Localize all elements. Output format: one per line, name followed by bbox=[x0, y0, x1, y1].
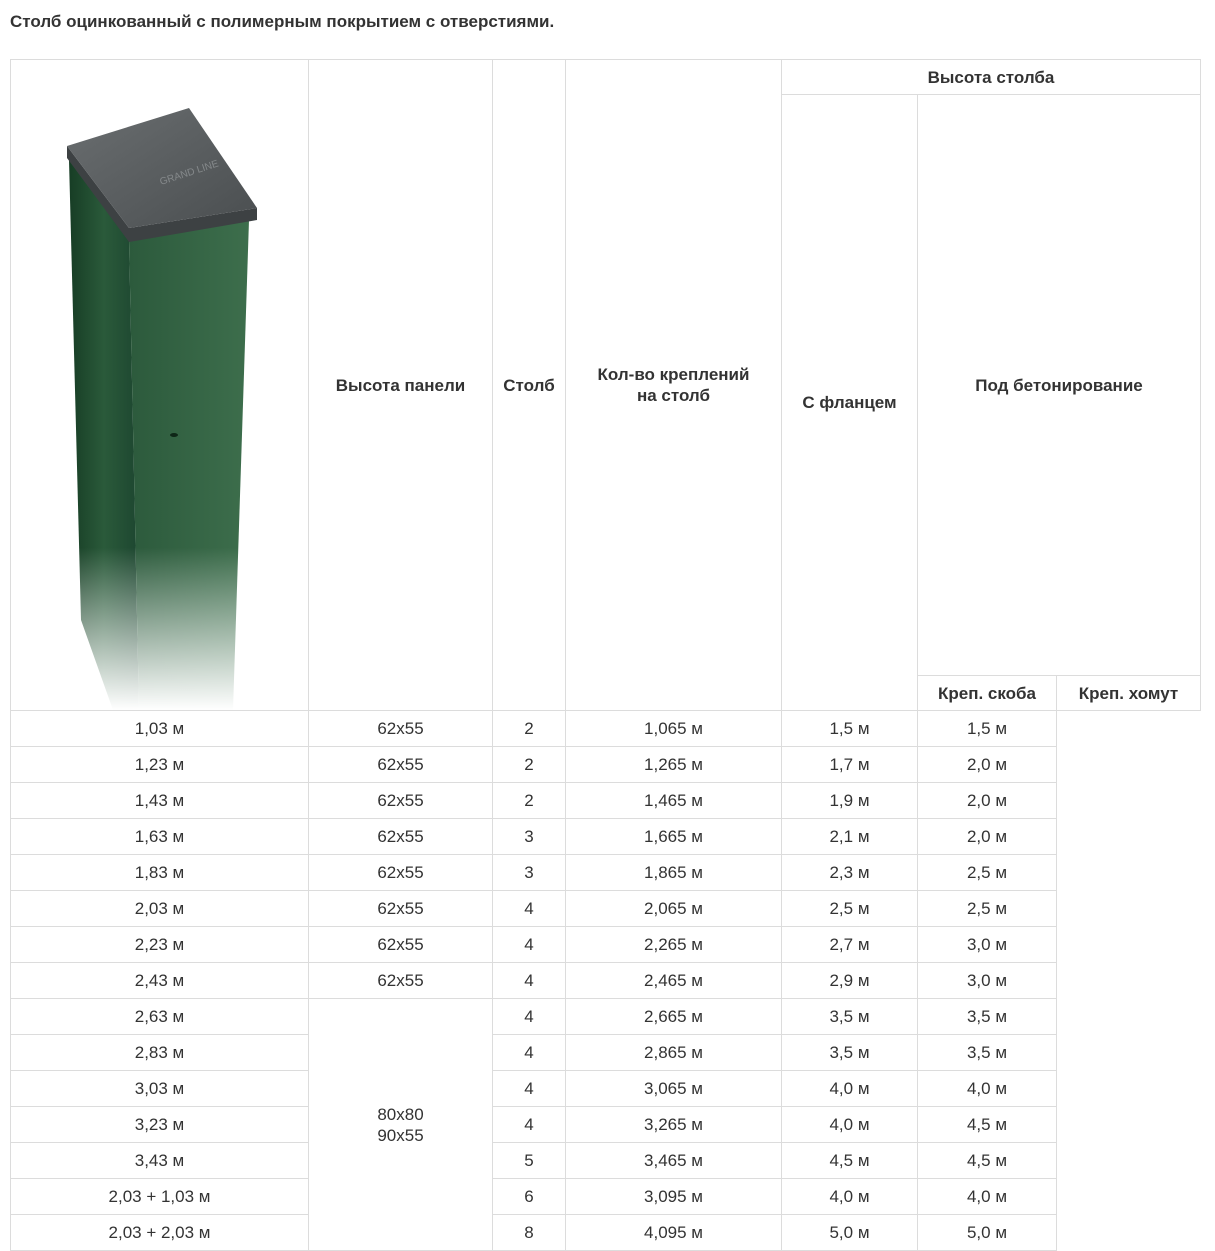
post-size-line-2: 90х55 bbox=[377, 1125, 424, 1145]
header-clamp: Креп. хомут bbox=[1057, 676, 1201, 711]
product-image-cell bbox=[11, 60, 309, 711]
cell-clamp: 2,0 м bbox=[918, 819, 1057, 855]
table-row bbox=[11, 1215, 1201, 1251]
table-row bbox=[11, 1071, 1201, 1107]
cell-with-flange: 2,865 м bbox=[566, 1035, 782, 1071]
cell-post: 62х55 bbox=[309, 711, 493, 747]
table-row bbox=[11, 1107, 1201, 1143]
cell-panel-height: 1,03 м bbox=[11, 711, 309, 747]
cell-post: 62х55 bbox=[309, 927, 493, 963]
cell-panel-height: 2,43 м bbox=[11, 963, 309, 999]
cell-clamp: 4,5 м bbox=[918, 1107, 1057, 1143]
cell-clamp: 4,0 м bbox=[918, 1179, 1057, 1215]
table-row bbox=[11, 999, 1201, 1035]
table-row bbox=[11, 747, 1201, 783]
cell-panel-height: 2,83 м bbox=[11, 1035, 309, 1071]
cell-panel-height: 1,83 м bbox=[11, 855, 309, 891]
cell-clamp: 4,5 м bbox=[918, 1143, 1057, 1179]
cell-clamp: 3,5 м bbox=[918, 999, 1057, 1035]
cell-with-flange: 2,065 м bbox=[566, 891, 782, 927]
table-row bbox=[11, 1035, 1201, 1071]
cell-fasteners-count: 2 bbox=[493, 783, 566, 819]
cell-panel-height: 1,23 м bbox=[11, 747, 309, 783]
cell-with-flange: 3,095 м bbox=[566, 1179, 782, 1215]
cell-clamp: 3,0 м bbox=[918, 927, 1057, 963]
cell-clamp: 2,5 м bbox=[918, 855, 1057, 891]
cell-with-flange: 1,665 м bbox=[566, 819, 782, 855]
cell-clamp: 1,5 м bbox=[918, 711, 1057, 747]
cell-fasteners-count: 8 bbox=[493, 1215, 566, 1251]
post-size-line-1: 80х80 bbox=[377, 1104, 424, 1124]
cell-post: 62х55 bbox=[309, 855, 493, 891]
table-row bbox=[11, 711, 1201, 747]
cell-with-flange: 1,865 м bbox=[566, 855, 782, 891]
page-title: Столб оцинкованный с полимерным покрытием с отверстиями. bbox=[10, 12, 555, 31]
cell-panel-height: 3,43 м bbox=[11, 1143, 309, 1179]
table-row bbox=[11, 927, 1201, 963]
cell-bracket: 2,1 м bbox=[782, 819, 918, 855]
header-bracket: Креп. скоба bbox=[918, 676, 1057, 711]
cell-fasteners-count: 4 bbox=[493, 891, 566, 927]
cell-fasteners-count: 4 bbox=[493, 999, 566, 1035]
cell-fasteners-count: 6 bbox=[493, 1179, 566, 1215]
fence-post-image bbox=[11, 60, 307, 710]
table-row bbox=[11, 819, 1201, 855]
cell-with-flange: 3,265 м bbox=[566, 1107, 782, 1143]
cell-panel-height: 1,63 м bbox=[11, 819, 309, 855]
cell-with-flange: 2,665 м bbox=[566, 999, 782, 1035]
cell-bracket: 1,9 м bbox=[782, 783, 918, 819]
cell-with-flange: 1,265 м bbox=[566, 747, 782, 783]
cell-with-flange: 1,065 м bbox=[566, 711, 782, 747]
cell-bracket: 4,0 м bbox=[782, 1179, 918, 1215]
cell-with-flange: 2,465 м bbox=[566, 963, 782, 999]
cell-with-flange: 3,065 м bbox=[566, 1071, 782, 1107]
cell-fasteners-count: 3 bbox=[493, 855, 566, 891]
cell-fasteners-count: 4 bbox=[493, 927, 566, 963]
cell-fasteners-count: 2 bbox=[493, 747, 566, 783]
cell-post: 62х55 bbox=[309, 747, 493, 783]
cell-bracket: 1,7 м bbox=[782, 747, 918, 783]
cell-bracket: 4,0 м bbox=[782, 1107, 918, 1143]
cell-panel-height: 2,03 + 2,03 м bbox=[11, 1215, 309, 1251]
header-panel-height: Высота панели bbox=[309, 60, 493, 711]
cell-bracket: 2,9 м bbox=[782, 963, 918, 999]
cell-clamp: 4,0 м bbox=[918, 1071, 1057, 1107]
cell-fasteners-count: 4 bbox=[493, 1035, 566, 1071]
cell-with-flange: 3,465 м bbox=[566, 1143, 782, 1179]
table-row bbox=[11, 1143, 1201, 1179]
cell-post: 62х55 bbox=[309, 891, 493, 927]
cell-panel-height: 2,23 м bbox=[11, 927, 309, 963]
cell-bracket: 3,5 м bbox=[782, 999, 918, 1035]
table-row bbox=[11, 891, 1201, 927]
cell-clamp: 2,0 м bbox=[918, 783, 1057, 819]
cell-clamp: 5,0 м bbox=[918, 1215, 1057, 1251]
cell-clamp: 2,0 м bbox=[918, 747, 1057, 783]
cell-fasteners-count: 4 bbox=[493, 1071, 566, 1107]
cell-panel-height: 3,23 м bbox=[11, 1107, 309, 1143]
cell-fasteners-count: 5 bbox=[493, 1143, 566, 1179]
cell-fasteners-count: 3 bbox=[493, 819, 566, 855]
cell-clamp: 2,5 м bbox=[918, 891, 1057, 927]
cell-bracket: 1,5 м bbox=[782, 711, 918, 747]
cell-post: 62х55 bbox=[309, 819, 493, 855]
cell-bracket: 3,5 м bbox=[782, 1035, 918, 1071]
cell-bracket: 5,0 м bbox=[782, 1215, 918, 1251]
cell-fasteners-count: 4 bbox=[493, 1107, 566, 1143]
cell-post: 62х55 bbox=[309, 783, 493, 819]
header-with-flange: С фланцем bbox=[782, 95, 918, 711]
cell-post: 62х55 bbox=[309, 963, 493, 999]
cell-panel-height: 2,03 + 1,03 м bbox=[11, 1179, 309, 1215]
cell-with-flange: 2,265 м bbox=[566, 927, 782, 963]
header-fasteners-count: Кол-во креплений на столб bbox=[566, 60, 782, 711]
cell-panel-height: 1,43 м bbox=[11, 783, 309, 819]
spec-table bbox=[10, 59, 1201, 1251]
cell-panel-height: 2,03 м bbox=[11, 891, 309, 927]
cell-bracket: 4,5 м bbox=[782, 1143, 918, 1179]
cell-post-large bbox=[309, 999, 493, 1251]
header-post-height: Высота столба bbox=[782, 60, 1201, 95]
cell-with-flange: 4,095 м bbox=[566, 1215, 782, 1251]
table-row bbox=[11, 855, 1201, 891]
table-row bbox=[11, 783, 1201, 819]
cell-panel-height: 3,03 м bbox=[11, 1071, 309, 1107]
header-post: Столб bbox=[493, 60, 566, 711]
table-row bbox=[11, 1179, 1201, 1215]
cell-bracket: 2,5 м bbox=[782, 891, 918, 927]
table-row bbox=[11, 963, 1201, 999]
cell-bracket: 2,7 м bbox=[782, 927, 918, 963]
cell-clamp: 3,0 м bbox=[918, 963, 1057, 999]
cell-bracket: 2,3 м bbox=[782, 855, 918, 891]
cell-fasteners-count: 4 bbox=[493, 963, 566, 999]
cell-bracket: 4,0 м bbox=[782, 1071, 918, 1107]
cell-clamp: 3,5 м bbox=[918, 1035, 1057, 1071]
header-for-concreting: Под бетонирование bbox=[918, 95, 1201, 676]
cell-fasteners-count: 2 bbox=[493, 711, 566, 747]
cell-panel-height: 2,63 м bbox=[11, 999, 309, 1035]
cell-with-flange: 1,465 м bbox=[566, 783, 782, 819]
